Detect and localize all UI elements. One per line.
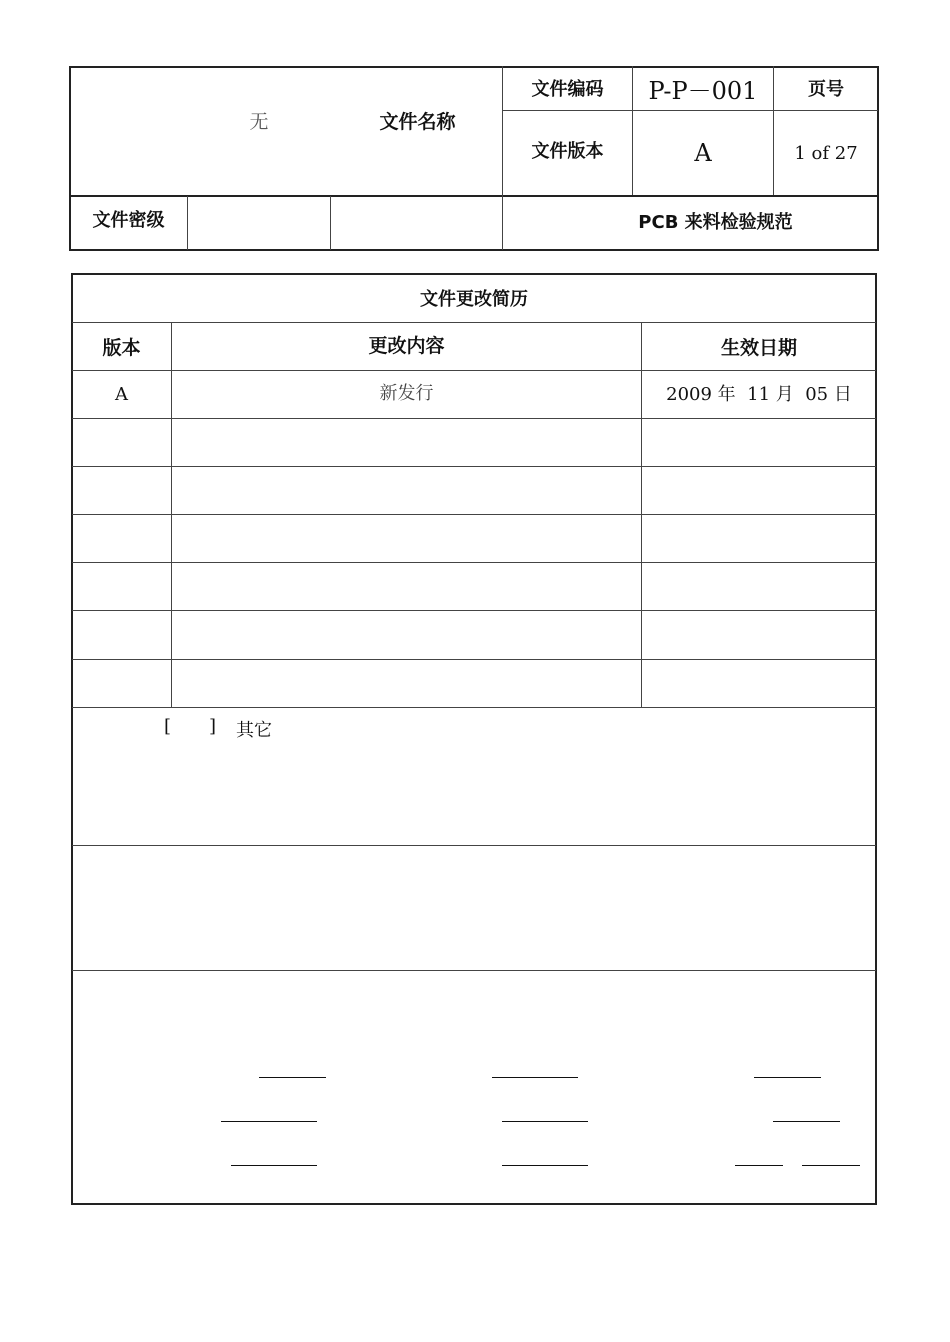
doc-owner-value: 无 (249, 110, 269, 133)
signature-line (754, 1077, 821, 1078)
other-label: 其它 (236, 720, 272, 741)
doc-code-value: P-P－001 (648, 76, 758, 105)
signature-line (492, 1077, 578, 1078)
signature-line (502, 1165, 588, 1166)
document-title: PCB 来料检验规范 (638, 211, 793, 233)
col-header-date: 生效日期 (720, 337, 797, 359)
other-bracket-open: [ (164, 716, 172, 737)
doc-code-label: 文件编码 (531, 79, 604, 100)
secrecy-label: 文件密级 (92, 210, 165, 231)
col-header-version: 版本 (102, 337, 141, 359)
signature-line (802, 1165, 860, 1166)
signature-line (231, 1165, 317, 1166)
page-label: 页号 (808, 79, 844, 100)
history-row-date: 2009 年 11 月 05 日 (666, 384, 852, 405)
history-row-content: 新发行 (379, 383, 434, 404)
signature-line (735, 1165, 783, 1166)
doc-version-label: 文件版本 (531, 141, 604, 162)
history-title: 文件更改简历 (420, 289, 528, 310)
history-row-version: A (115, 384, 128, 405)
signature-line (773, 1121, 840, 1122)
other-bracket-close: ] (209, 716, 217, 737)
col-header-content: 更改内容 (368, 335, 445, 357)
signature-line (259, 1077, 326, 1078)
signature-line (502, 1121, 588, 1122)
signature-line (221, 1121, 317, 1122)
doc-version-value: A (694, 139, 712, 167)
page-number-value: 1 of 27 (794, 142, 858, 164)
doc-name-label: 文件名称 (379, 110, 456, 133)
